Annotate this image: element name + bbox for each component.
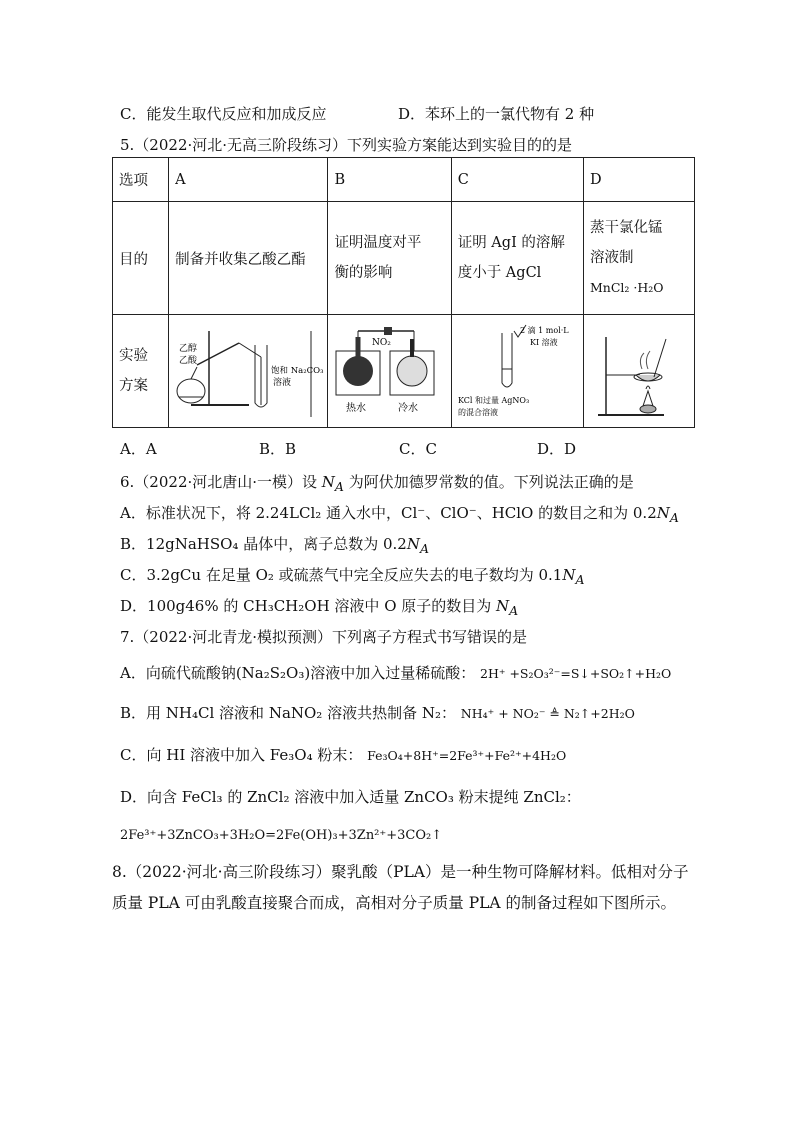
- header-cell: 选项: [113, 158, 169, 202]
- q7-stem: 7.（2022·河北青龙·模拟预测）下列离子方程式书写错误的是: [120, 628, 528, 646]
- label-drops: 2 滴 1 mol·L: [519, 326, 569, 335]
- table-row: [113, 158, 695, 202]
- row-label: 实验 方案: [113, 315, 169, 428]
- header-cell: C: [451, 158, 583, 202]
- q6-option-c[interactable]: C．3.2gCu 在足量 O₂ 或硫蒸气中完全反应失去的电子数均为 $0.1N_A$: [120, 566, 585, 587]
- apparatus-a: [169, 315, 328, 428]
- label-kcl2: 的混合溶液: [457, 408, 498, 417]
- row-label: 目的: [113, 202, 169, 315]
- no2-equilibrium-apparatus-icon: [328, 317, 440, 421]
- goal-a: 制备并收集乙酸乙酯: [169, 202, 328, 315]
- q6-option-d[interactable]: D．100g46% 的 CH₃CH₂OH 溶液中 O 原子的数目为 $N_A$: [120, 597, 519, 618]
- header-cell: D: [584, 158, 695, 202]
- q7-option-b[interactable]: B．用 NH₄Cl 溶液和 NaNO₂ 溶液共热制备 N₂： NH₄⁺ + NO₂⁻ ≜ N₂↑+2H₂O: [120, 704, 635, 722]
- label-sat: 饱和 Na₂CO₃: [271, 366, 324, 376]
- q7-option-d-equation: 2Fe³⁺+3ZnCO₃+3H₂O=2Fe(OH)₃+3Zn²⁺+3CO₂↑: [120, 828, 443, 843]
- apparatus-c: [451, 315, 583, 428]
- q8-stem: 8.（2022·河北·高三阶段练习）聚乳酸（PLA）是一种生物可降解材料。低相对分子质量 PLA 可由乳酸直接聚合而成，高相对分子质量 PLA 的制备过程如下图所示。: [112, 863, 689, 912]
- table-row: [113, 202, 695, 315]
- table-row: [113, 315, 695, 428]
- q6-option-b[interactable]: B．12gNaHSO₄ 晶体中，离子总数为 $0.2N_A$: [120, 535, 429, 556]
- q4-option-c: C．能发生取代反应和加成反应: [120, 105, 327, 123]
- q7-option-d[interactable]: D．向含 FeCl₃ 的 ZnCl₂ 溶液中加入适量 ZnCO₃ 粉末提纯 ZnCl₂：: [120, 788, 581, 806]
- label-ethanol: 乙醇: [179, 344, 198, 354]
- answer-d[interactable]: D．D: [537, 440, 577, 458]
- label-sat2: 溶液: [273, 378, 292, 388]
- q7-option-a[interactable]: A．向硫代硫酸钠(Na₂S₂O₃)溶液中加入过量稀硫酸： 2H⁺ +S₂O₃²⁻=S↓+SO₂↑+H₂O: [120, 664, 672, 682]
- header-cell: B: [328, 158, 451, 202]
- q5-stem: 5.（2022·河北·无高三阶段练习）下列实验方案能达到实验目的的是: [120, 136, 573, 154]
- answer-c[interactable]: C．C: [399, 440, 437, 458]
- goal-c: 证明 AgI 的溶解 度小于 AgCl: [451, 202, 583, 315]
- apparatus-b: [328, 315, 451, 428]
- test-tube-icon: [452, 317, 573, 421]
- label-ki: KI 溶液: [529, 338, 558, 347]
- label-hot: 热水: [346, 403, 367, 414]
- evaporating-dish-icon: [584, 317, 694, 421]
- answer-b[interactable]: B．B: [259, 440, 297, 458]
- esterification-apparatus-icon: [169, 317, 324, 421]
- answer-a[interactable]: A．A: [120, 440, 157, 458]
- q7-option-c[interactable]: C．向 HI 溶液中加入 Fe₃O₄ 粉末： Fe₃O₄+8H⁺=2Fe³⁺+Fe²⁺+4H₂O: [120, 746, 567, 764]
- q6-option-a[interactable]: A．标准状况下，将 2.24LCl₂ 通入水中，Cl⁻、ClO⁻、HClO 的数目之和为 $0.2N_A$: [120, 504, 679, 525]
- goal-b: 证明温度对平 衡的影响: [328, 202, 451, 315]
- apparatus-d: [584, 315, 695, 428]
- label-acetic: 乙酸: [179, 356, 198, 366]
- label-cold: 冷水: [398, 403, 419, 414]
- q5-table: [112, 157, 695, 428]
- q4-option-d: D．苯环上的一氯代物有 2 种: [398, 105, 595, 123]
- q6-stem: 6.（2022·河北唐山·一模）设 $N_A$ 为阿伏加德罗常数的值。下列说法正确的是: [120, 473, 634, 494]
- header-cell: A: [169, 158, 328, 202]
- label-kcl: KCl 和过量 AgNO₃: [457, 396, 529, 405]
- goal-d: 蒸干氯化锰 溶液制 MnCl₂ ·H₂O: [584, 202, 695, 315]
- label-no2: NO₂: [372, 338, 392, 348]
